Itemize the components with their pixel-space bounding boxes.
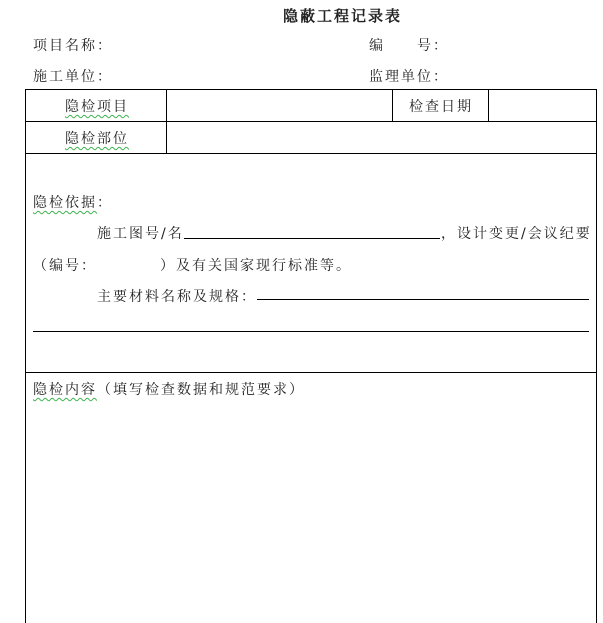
table-border-right [596,89,597,623]
standards-label: ）及有关国家现行标准等。 [160,258,352,274]
content-note: （填写检查数据和规范要求） [97,382,305,398]
inspection-date-field[interactable] [490,91,594,120]
basis-label: 隐检依据 [33,195,97,211]
drawing-number-line[interactable] [184,238,440,239]
column-divider [392,89,393,121]
basis-heading [33,192,113,212]
materials-label: 主要材料名称及规格： [97,289,257,305]
table-border-left [25,89,26,623]
materials-line[interactable] [257,299,589,300]
table-border-top [25,89,597,90]
supervisor-label: 监理单位： [369,69,449,85]
project-name-label: 项目名称： [33,38,113,54]
number-label: 编 号： [369,38,449,54]
inspection-location-label: 隐检部位 [65,131,129,147]
content-field[interactable] [28,400,594,620]
inspection-date-label: 检查日期 [409,99,473,115]
column-divider [166,89,167,153]
design-change-label: ，设计变更/会议纪要 [441,226,592,242]
row-divider [25,372,597,373]
inspection-item-field[interactable] [168,91,390,120]
page-title: 隐蔽工程记录表 [283,7,403,25]
column-divider [488,89,489,121]
content-heading [33,379,305,399]
row-divider [25,153,597,154]
content-label: 隐检内容 [33,382,97,398]
basis-colon: ： [97,195,113,211]
contractor-label: 施工单位： [33,69,113,85]
materials-line-2[interactable] [33,331,589,332]
row-divider [25,121,597,122]
number-open-label: （编号： [33,258,97,274]
inspection-item-label: 隐检项目 [65,99,129,115]
drawing-number-label: 施工图号/名 [97,226,184,242]
inspection-location-field[interactable] [168,123,594,152]
